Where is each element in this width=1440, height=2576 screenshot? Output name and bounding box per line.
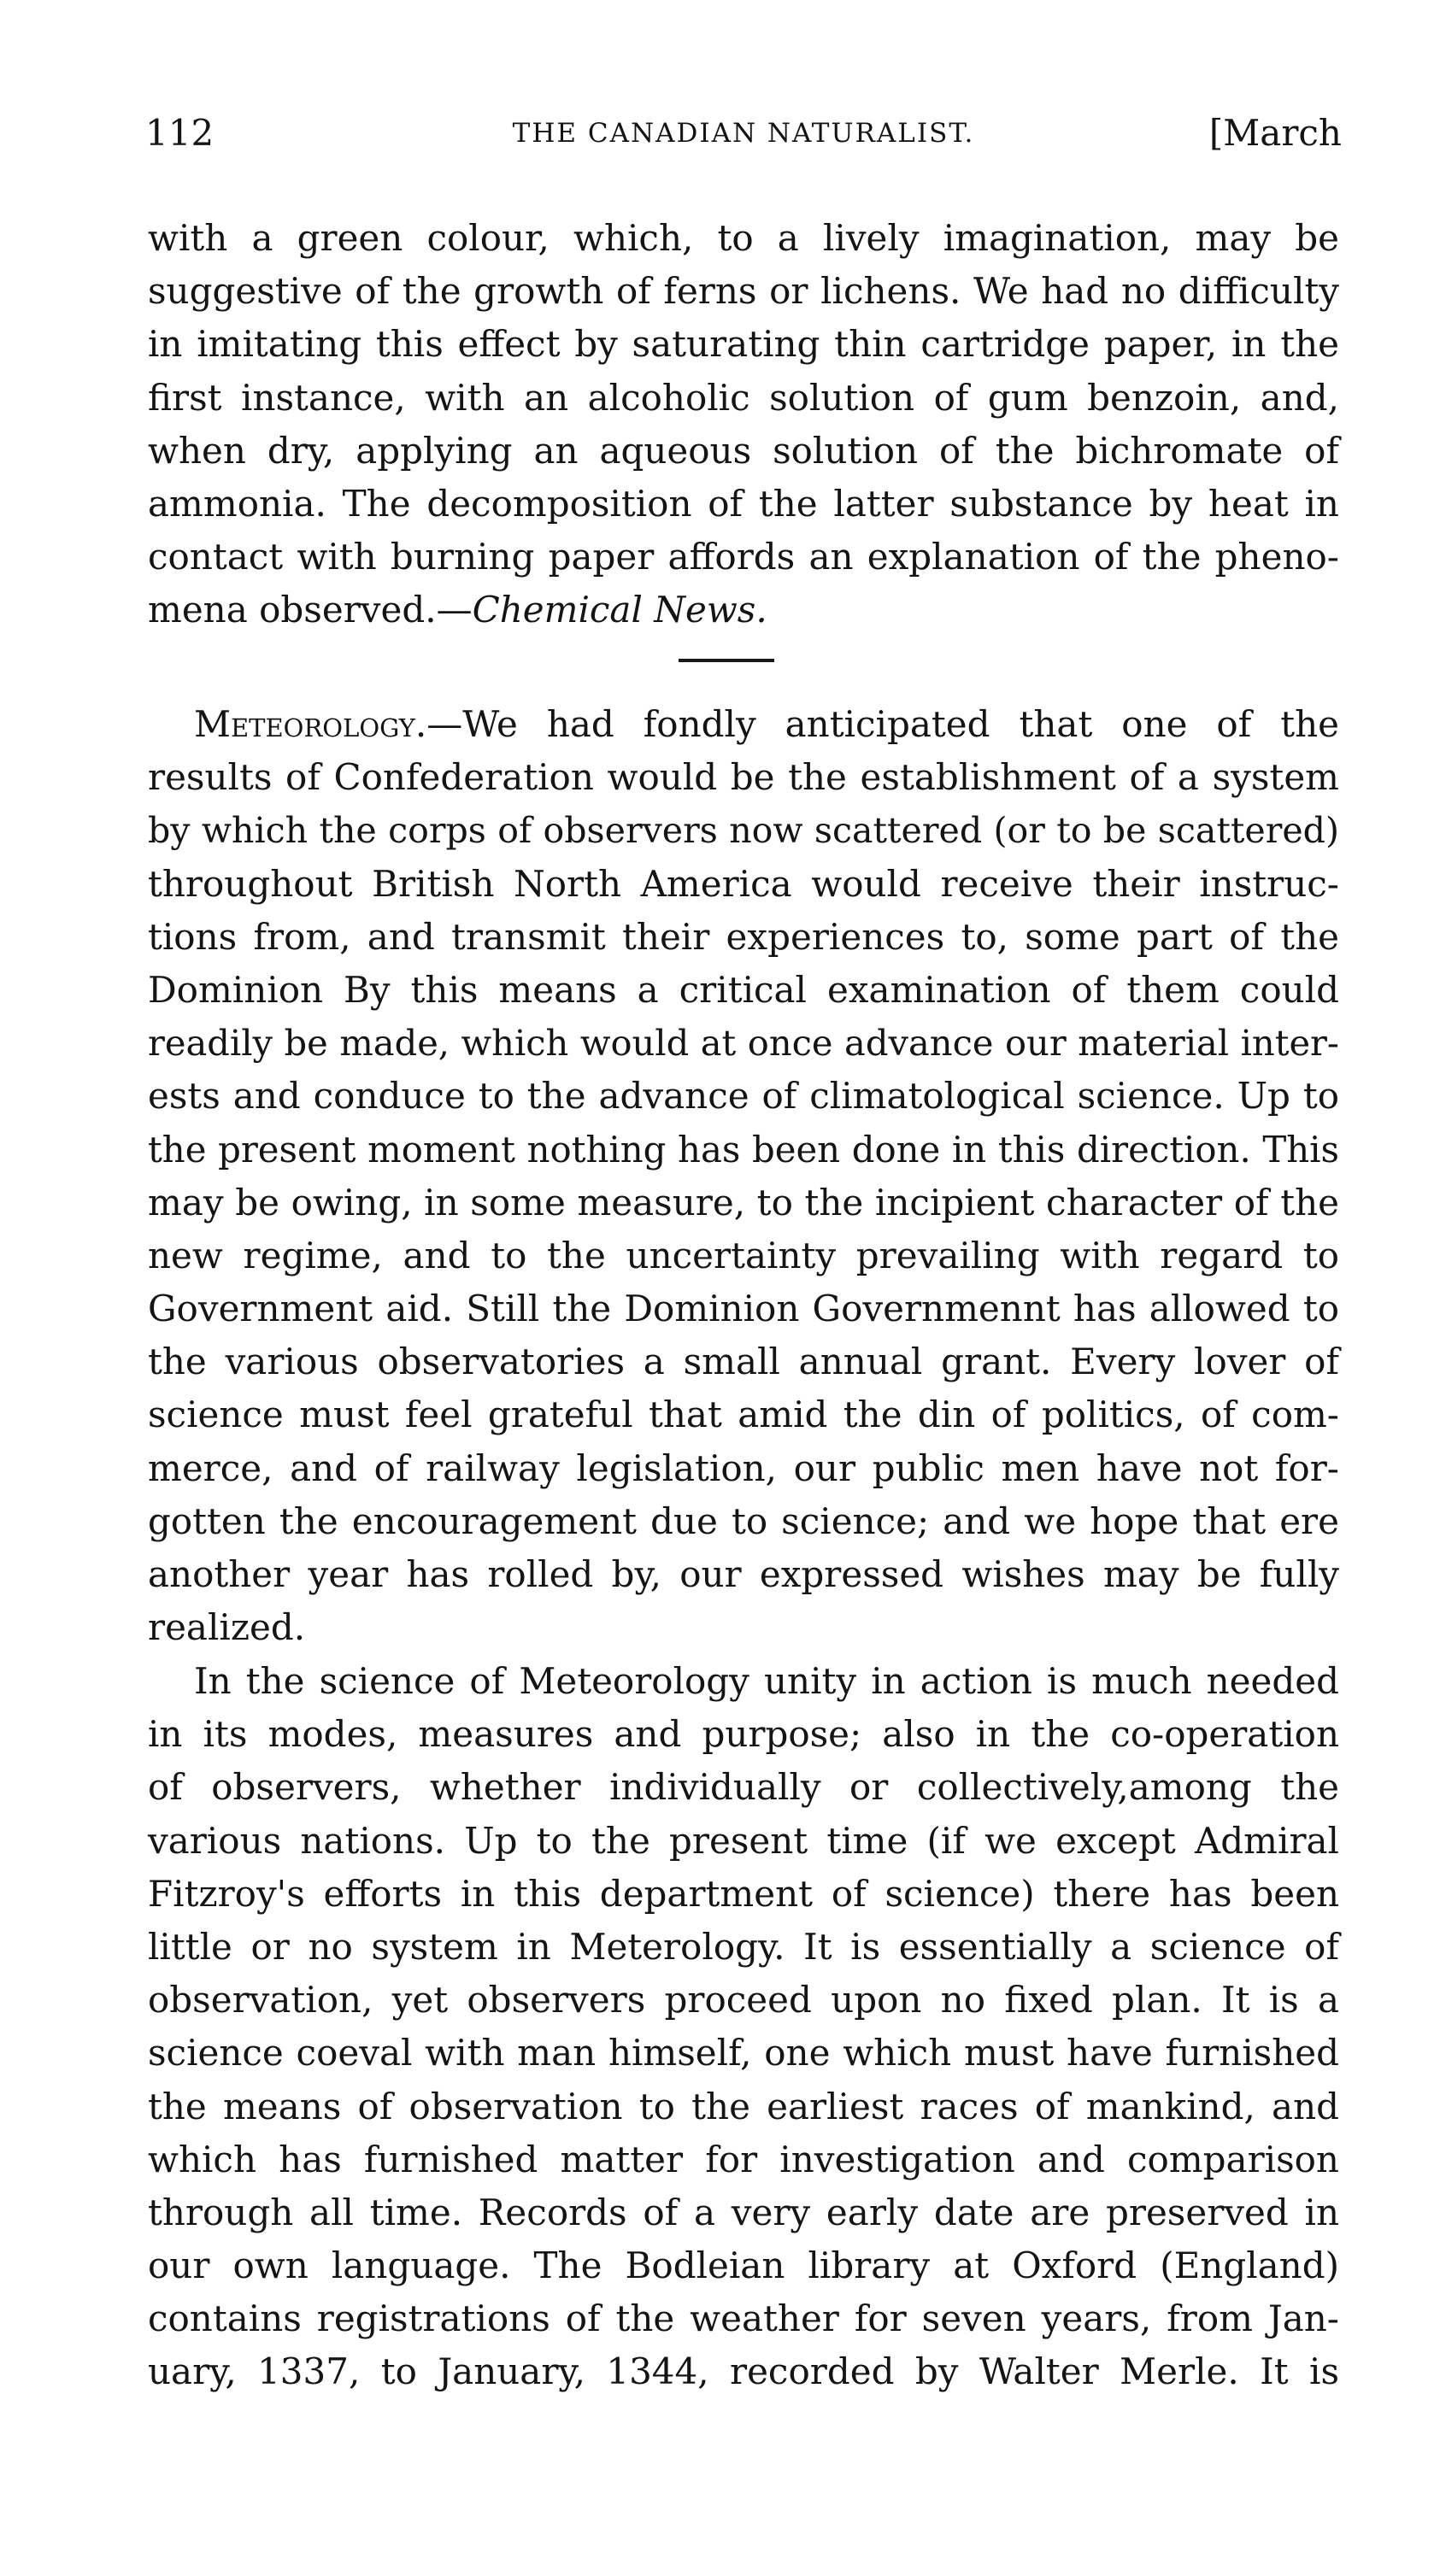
chemical-news-paragraph — [148, 212, 1339, 637]
text-line: new regime, and to the uncertainty prevailing with regard to — [148, 1234, 1339, 1276]
text-line — [148, 698, 1339, 751]
meteorology-unity-paragraph — [148, 1655, 1339, 2399]
text-fragment: mena observed.— — [148, 589, 473, 631]
text-line: may be owing, in some measure, to the incipient character of the — [148, 1181, 1339, 1223]
text-line: with a green colour, which, to a lively imagination, may be — [148, 217, 1339, 259]
text-fragment: —We had fondly anticipated that one of the — [426, 703, 1339, 745]
page-number: 112 — [145, 112, 215, 154]
text-line: results of Confederation would be the establishment of a system — [148, 756, 1339, 799]
text-line: in imitating this effect by saturating thin cartridge paper, in the — [148, 323, 1339, 366]
text-line: suggestive of the growth of ferns or lichens. We had no difficulty — [148, 270, 1339, 313]
text-line: another year has rolled by, our expressed wishes may be fully — [148, 1553, 1339, 1595]
section-heading: Meteorology. — [194, 703, 427, 745]
text-line: our own language. The Bodleian library at Oxford (England) — [148, 2244, 1339, 2287]
text-line: little or no system in Meterology. It is essentially a science of — [148, 1925, 1339, 1968]
text-line — [148, 584, 1339, 637]
text-line: by which the corps of observers now scattered (or to be scattered) — [148, 810, 1339, 852]
text-line: contains registrations of the weather for seven years, from Jan- — [148, 2297, 1339, 2340]
text-line: throughout British North America would receive their instruc- — [148, 862, 1339, 905]
text-line: observation, yet observers proceed upon no fixed plan. It is a — [148, 1979, 1339, 2021]
text-line: various nations. Up to the present time (if we except Admiral — [148, 1819, 1339, 1862]
text-line: contact with burning paper affords an explanation of the pheno- — [148, 536, 1339, 578]
meteorology-paragraph — [148, 698, 1339, 1654]
text-line: merce, and of railway legislation, our public men have not for- — [148, 1446, 1339, 1489]
text-line: the present moment nothing has been done in this direction. This — [148, 1128, 1339, 1171]
text-line: the various observatories a small annual grant. Every lover of — [148, 1341, 1339, 1383]
text-line: of observers, whether individually or collectively,among the — [148, 1766, 1339, 1809]
running-month: [March — [1208, 112, 1342, 154]
text-line: In the science of Meteorology unity in action is much needed — [194, 1660, 1339, 1702]
text-line: uary, 1337, to January, 1344, recorded by Walter Merle. It is — [148, 2350, 1339, 2393]
text-line: tions from, and transmit their experiences to, some part of the — [148, 915, 1339, 958]
text-line: when dry, applying an aqueous solution of the bichromate of — [148, 429, 1339, 472]
text-line: science coeval with man himself, one which must have furnished — [148, 2032, 1339, 2074]
source-citation: Chemical News. — [472, 589, 767, 631]
text-line: gotten the encouragement due to science; and we hope that ere — [148, 1499, 1339, 1542]
text-line: in its modes, measures and purpose; also in the co-operation — [148, 1713, 1339, 1756]
text-line: ests and conduce to the advance of climatological science. Up to — [148, 1075, 1339, 1118]
section-divider — [679, 659, 774, 662]
text-line: which has furnished matter for investigation and comparison — [148, 2138, 1339, 2180]
page-header — [145, 112, 1342, 167]
text-line: through all time. Records of a very early date are preserved in — [148, 2191, 1339, 2233]
text-line: the means of observation to the earliest races of mankind, and — [148, 2085, 1339, 2127]
text-line: readily be made, which would at once advance our material inter- — [148, 1022, 1339, 1065]
text-line: ammonia. The decomposition of the latter substance by heat in — [148, 482, 1339, 525]
text-line: Dominion By this means a critical examination of them could — [148, 968, 1339, 1011]
text-line: Government aid. Still the Dominion Governmennt has allowed to — [148, 1288, 1339, 1330]
text-line: first instance, with an alcoholic solution of gum benzoin, and, — [148, 376, 1339, 419]
text-line: realized. — [148, 1606, 306, 1649]
text-line: science must feel grateful that amid the din of politics, of com- — [148, 1394, 1339, 1436]
running-title: THE CANADIAN NATURALIST. — [512, 118, 975, 149]
text-line: Fitzroy's efforts in this department of science) there has been — [148, 1872, 1339, 1915]
